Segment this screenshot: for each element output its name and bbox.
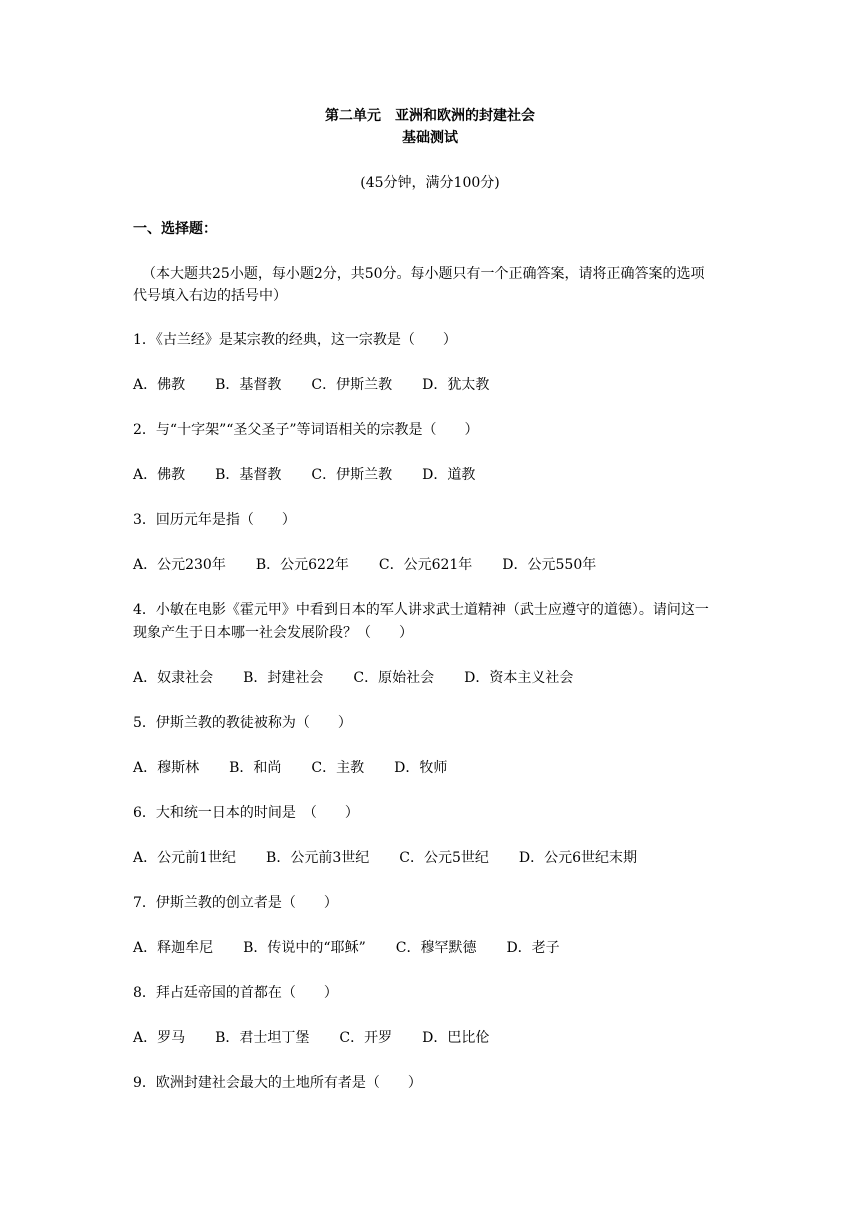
option-d: D．公元550年 [502, 557, 597, 573]
option-d: D．公元6世纪末期 [518, 850, 637, 866]
section-instruction: （本大题共25小题，每小题2分，共50分。每小题只有一个正确答案，请将正确答案的选项 [142, 266, 705, 282]
option-c: C．公元621年 [378, 557, 473, 573]
question-options [133, 848, 637, 868]
question-options [133, 555, 596, 575]
option-d: D．道教 [422, 467, 476, 483]
question-stem: 3．回历元年是指（ ） [133, 512, 296, 528]
option-a: A．奴隶社会 [133, 670, 214, 686]
question-options [133, 938, 560, 958]
question-stem: 5．伊斯兰教的教徒被称为（ ） [133, 715, 352, 731]
question-stem: 1．《古兰经》是某宗教的经典，这一宗教是（ ） [133, 332, 457, 348]
option-c: C．伊斯兰教 [311, 377, 393, 393]
option-a: A．佛教 [133, 377, 186, 393]
question-options [133, 465, 475, 485]
option-c: C．穆罕默德 [395, 940, 477, 956]
option-b: B．基督教 [215, 377, 282, 393]
time-note: (45分钟，满分100分) [360, 175, 500, 191]
option-b: B．和尚 [229, 760, 282, 776]
option-b: B．传说中的“耶稣” [243, 940, 366, 956]
option-a: A．穆斯林 [133, 760, 200, 776]
option-a: A．佛教 [133, 467, 186, 483]
option-c: C．公元5世纪 [399, 850, 489, 866]
option-c: C．开罗 [339, 1030, 393, 1046]
question-options [133, 758, 447, 778]
option-c: C．伊斯兰教 [311, 467, 393, 483]
question-stem: 4．小敏在电影《霍元甲》中看到日本的军人讲求武士道精神（武士应遵守的道德）。请问这一 [133, 602, 709, 618]
option-a: A．公元前1世纪 [133, 850, 237, 866]
option-c: C．主教 [311, 760, 365, 776]
option-b: B．公元622年 [255, 557, 349, 573]
option-a: A．罗马 [133, 1030, 186, 1046]
option-d: D．巴比伦 [422, 1030, 490, 1046]
section-heading: 一、选择题： [133, 221, 217, 237]
question-stem: 7．伊斯兰教的创立者是（ ） [133, 895, 338, 911]
document-subtitle: 基础测试 [402, 130, 458, 146]
option-b: B．公元前3世纪 [266, 850, 370, 866]
option-a: A．释迦牟尼 [133, 940, 214, 956]
option-d: D．资本主义社会 [464, 670, 574, 686]
question-options [133, 668, 573, 688]
question-options [133, 1028, 489, 1048]
question-stem: 8．拜占廷帝国的首都在（ ） [133, 985, 338, 1001]
option-b: B．君士坦丁堡 [215, 1030, 310, 1046]
section-instruction-cont: 代号填入右边的括号中） [133, 288, 287, 304]
option-d: D．牧师 [394, 760, 448, 776]
question-stem: 6．大和统一日本的时间是 （ ） [133, 805, 359, 821]
option-d: D．老子 [506, 940, 560, 956]
question-stem: 9．欧洲封建社会最大的土地所有者是（ ） [133, 1075, 422, 1091]
question-stem-cont: 现象产生于日本哪一社会发展阶段？（ ） [133, 625, 413, 641]
option-b: B．封建社会 [243, 670, 324, 686]
question-stem: 2．与“十字架”“圣父圣子”等词语相关的宗教是（ ） [133, 422, 479, 438]
option-b: B．基督教 [215, 467, 282, 483]
option-a: A．公元230年 [133, 557, 226, 573]
option-c: C．原始社会 [353, 670, 435, 686]
document-title: 第二单元 亚洲和欧洲的封建社会 [325, 108, 535, 124]
question-options [133, 375, 489, 395]
option-d: D．犹太教 [422, 377, 490, 393]
